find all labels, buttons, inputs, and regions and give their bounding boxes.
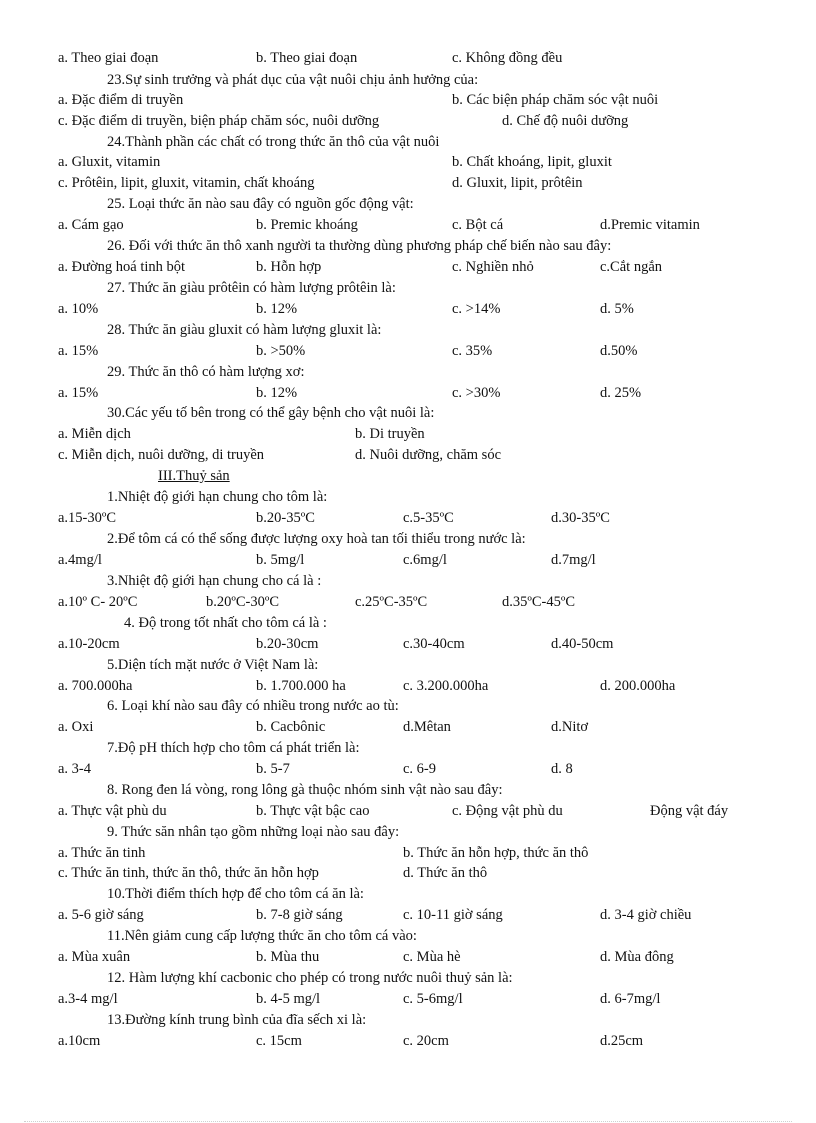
answer-option: d.25cm xyxy=(600,1033,644,1049)
answer-option: c. Động vật phù du xyxy=(452,803,563,819)
answer-option: d. Gluxit, lipit, prôtêin xyxy=(452,175,583,191)
answer-option: a. 15% xyxy=(58,343,99,359)
answer-option: a. Đặc điểm di truyền xyxy=(58,92,184,108)
answer-options-row xyxy=(0,173,816,194)
answer-option: b. 12% xyxy=(256,301,298,317)
answer-options-row xyxy=(0,383,816,404)
question-text: 7.Độ pH thích hợp cho tôm cá phát triển là: xyxy=(107,740,360,756)
answer-option: a.15-30ºC xyxy=(58,510,117,526)
question-row xyxy=(0,822,816,843)
answer-option: a.10º C- 20ºC xyxy=(58,594,138,610)
question-row xyxy=(0,571,816,592)
answer-option: d. Chế độ nuôi dưỡng xyxy=(502,113,629,129)
answer-option: c. Bột cá xyxy=(452,217,504,233)
answer-option: a.10cm xyxy=(58,1033,101,1049)
answer-option: c. 15cm xyxy=(256,1033,302,1049)
answer-option: d.50% xyxy=(600,343,638,359)
page-bottom-border xyxy=(24,1121,792,1122)
answer-option: c. 20cm xyxy=(403,1033,449,1049)
question-text: 26. Đối với thức ăn thô xanh người ta thường dùng phương pháp chế biến nào sau đây: xyxy=(107,238,612,254)
question-text: 28. Thức ăn giàu gluxit có hàm lượng gluxit là: xyxy=(107,322,382,338)
answer-options-row xyxy=(0,508,816,529)
answer-option: b.20-35ºC xyxy=(256,510,315,526)
answer-option: c.5-35ºC xyxy=(403,510,454,526)
question-row xyxy=(0,278,816,299)
answer-options-row xyxy=(0,215,816,236)
answer-options-row xyxy=(0,989,816,1010)
answer-option: Động vật đáy xyxy=(650,803,729,819)
question-row xyxy=(0,320,816,341)
answer-option: b. Cacbônic xyxy=(256,719,326,735)
answer-option: c. Thức ăn tinh, thức ăn thô, thức ăn hỗn hợp xyxy=(58,865,319,881)
question-text: 9. Thức săn nhân tạo gồm những loại nào sau đây: xyxy=(107,824,400,840)
answer-option: d.Nitơ xyxy=(551,719,589,735)
answer-option: b. 4-5 mg/l xyxy=(256,991,321,1007)
answer-option: c.30-40cm xyxy=(403,636,465,652)
answer-option: a. 3-4 xyxy=(58,761,92,777)
answer-option: c. Miễn dịch, nuôi dưỡng, di truyền xyxy=(58,447,265,463)
answer-option: c. 6-9 xyxy=(403,761,437,777)
question-text: 8. Rong đen lá vòng, rong lông gà thuộc nhóm sinh vật nào sau đây: xyxy=(107,782,503,798)
answer-option: c. 10-11 giờ sáng xyxy=(403,907,503,923)
answer-option: a. 5-6 giờ sáng xyxy=(58,907,144,923)
section-heading: III.Thuỷ sản xyxy=(158,468,230,484)
answer-option: a. Oxi xyxy=(58,719,94,735)
answer-option: d. Nuôi dưỡng, chăm sóc xyxy=(355,447,502,463)
answer-option: a.4mg/l xyxy=(58,552,102,568)
question-text: 24.Thành phần các chất có trong thức ăn thô của vật nuôi xyxy=(107,134,440,150)
answer-option: a.3-4 mg/l xyxy=(58,991,118,1007)
answer-option: d.Mêtan xyxy=(403,719,451,735)
question-text: 1.Nhiệt độ giới hạn chung cho tôm là: xyxy=(107,489,328,505)
answer-options-row xyxy=(0,717,816,738)
answer-option: d.Premic vitamin xyxy=(600,217,700,233)
question-row xyxy=(0,236,816,257)
question-row xyxy=(0,132,816,153)
question-text: 13.Đường kính trung bình của đĩa sếch xi là: xyxy=(107,1012,367,1028)
question-text: 30.Các yếu tố bên trong có thể gây bệnh cho vật nuôi là: xyxy=(107,405,435,421)
answer-option: d.30-35ºC xyxy=(551,510,610,526)
answer-option: d. 5% xyxy=(600,301,634,317)
question-text: 12. Hàm lượng khí cacbonic cho phép có trong nước nuôi thuỷ sản là: xyxy=(107,970,513,986)
answer-option: d. 3-4 giờ chiều xyxy=(600,907,692,923)
answer-option: c. >14% xyxy=(452,301,501,317)
question-text: 4. Độ trong tốt nhất cho tôm cá là : xyxy=(124,615,327,631)
answer-option: b. Premic khoáng xyxy=(256,217,358,233)
answer-option: d.35ºC-45ºC xyxy=(502,594,576,610)
answer-option: a. Thực vật phù du xyxy=(58,803,167,819)
question-row xyxy=(0,70,816,91)
question-text: 23.Sự sinh trưởng và phát dục của vật nuôi chịu ảnh hưởng của: xyxy=(107,72,479,88)
question-row xyxy=(0,738,816,759)
answer-option: a. 15% xyxy=(58,385,99,401)
answer-option: a. Cám gạo xyxy=(58,217,124,233)
answer-option: b. 5mg/l xyxy=(256,552,305,568)
answer-option: c. Không đồng đều xyxy=(452,50,563,66)
question-row xyxy=(0,655,816,676)
answer-option: c. Nghiền nhỏ xyxy=(452,259,534,275)
answer-option: a. Mùa xuân xyxy=(58,949,131,965)
answer-option: a. Thức ăn tinh xyxy=(58,845,146,861)
answer-option: a. Gluxit, vitamin xyxy=(58,154,161,170)
answer-option: b.20-30cm xyxy=(256,636,319,652)
answer-option: c.25ºC-35ºC xyxy=(355,594,428,610)
answer-option: c. >30% xyxy=(452,385,501,401)
answer-options-row xyxy=(0,592,816,613)
answer-option: c. 3.200.000ha xyxy=(403,678,489,694)
answer-options-row xyxy=(0,1031,816,1052)
answer-options-row xyxy=(0,445,816,466)
answer-options-row xyxy=(0,341,816,362)
question-row xyxy=(0,780,816,801)
answer-option: a. Theo giai đoạn xyxy=(58,50,159,66)
question-row xyxy=(0,403,816,424)
answer-options-row xyxy=(0,90,816,111)
answer-option: d. 8 xyxy=(551,761,573,777)
answer-option: b. 7-8 giờ sáng xyxy=(256,907,343,923)
question-row xyxy=(0,613,816,634)
answer-option: b. 5-7 xyxy=(256,761,290,777)
answer-option: b. Các biện pháp chăm sóc vật nuôi xyxy=(452,92,659,108)
answer-option: c.Cắt ngắn xyxy=(600,259,663,275)
answer-option: c. Prôtêin, lipit, gluxit, vitamin, chất khoáng xyxy=(58,175,315,191)
answer-option: d.40-50cm xyxy=(551,636,614,652)
question-text: 29. Thức ăn thô có hàm lượng xơ: xyxy=(107,364,305,380)
question-row xyxy=(0,926,816,947)
answer-options-row xyxy=(0,424,816,445)
answer-option: a.10-20cm xyxy=(58,636,120,652)
question-text: 25. Loại thức ăn nào sau đây có nguồn gốc động vật: xyxy=(107,196,414,212)
answer-options-row xyxy=(0,550,816,571)
answer-option: b. Mùa thu xyxy=(256,949,320,965)
answer-option: b. Hỗn hợp xyxy=(256,259,322,275)
answer-options-row xyxy=(0,759,816,780)
question-text: 11.Nên giảm cung cấp lượng thức ăn cho tôm cá vào: xyxy=(107,928,417,944)
question-text: 6. Loại khí nào sau đây có nhiều trong nước ao tù: xyxy=(107,698,399,714)
question-row xyxy=(0,968,816,989)
question-row xyxy=(0,696,816,717)
answer-options-row xyxy=(0,111,816,132)
answer-option: c. Mùa hè xyxy=(403,949,461,965)
question-row xyxy=(0,194,816,215)
answer-option: b. 12% xyxy=(256,385,298,401)
question-text: 27. Thức ăn giàu prôtêin có hàm lượng prôtêin là: xyxy=(107,280,396,296)
question-text: 10.Thời điểm thích hợp để cho tôm cá ăn là: xyxy=(107,886,364,902)
answer-options-row xyxy=(0,48,816,69)
answer-option: a. Miễn dịch xyxy=(58,426,131,442)
answer-option: c.6mg/l xyxy=(403,552,447,568)
answer-option: d. 6-7mg/l xyxy=(600,991,661,1007)
answer-option: b.20ºC-30ºC xyxy=(206,594,280,610)
answer-option: b. Thực vật bậc cao xyxy=(256,803,370,819)
question-row xyxy=(0,529,816,550)
question-text: 5.Diện tích mặt nước ở Việt Nam là: xyxy=(107,657,319,673)
answer-option: b. >50% xyxy=(256,343,306,359)
answer-options-row xyxy=(0,152,816,173)
section-row xyxy=(0,466,816,487)
answer-options-row xyxy=(0,843,816,864)
question-row xyxy=(0,362,816,383)
answer-option: d. 25% xyxy=(600,385,642,401)
answer-option: c. Đặc điểm di truyền, biện pháp chăm sóc, nuôi dưỡng xyxy=(58,113,380,129)
answer-options-row xyxy=(0,863,816,884)
answer-option: a. Đường hoá tinh bột xyxy=(58,259,186,275)
answer-options-row xyxy=(0,299,816,320)
answer-option: d. Thức ăn thô xyxy=(403,865,488,881)
answer-options-row xyxy=(0,947,816,968)
answer-options-row xyxy=(0,676,816,697)
answer-option: a. 10% xyxy=(58,301,99,317)
answer-option: d.7mg/l xyxy=(551,552,596,568)
answer-option: c. 35% xyxy=(452,343,493,359)
answer-option: b. Chất khoáng, lipit, gluxit xyxy=(452,154,612,170)
question-text: 2.Để tôm cá có thể sống được lượng oxy hoà tan tối thiểu trong nước là: xyxy=(107,531,526,547)
answer-option: b. Theo giai đoạn xyxy=(256,50,358,66)
answer-options-row xyxy=(0,634,816,655)
answer-option: d. Mùa đông xyxy=(600,949,674,965)
question-row xyxy=(0,884,816,905)
answer-options-row xyxy=(0,257,816,278)
question-row xyxy=(0,1010,816,1031)
answer-option: b. Thức ăn hỗn hợp, thức ăn thô xyxy=(403,845,589,861)
question-row xyxy=(0,487,816,508)
answer-option: d. 200.000ha xyxy=(600,678,676,694)
answer-option: b. 1.700.000 ha xyxy=(256,678,346,694)
answer-options-row xyxy=(0,801,816,822)
answer-option: b. Di truyền xyxy=(355,426,425,442)
question-text: 3.Nhiệt độ giới hạn chung cho cá là : xyxy=(107,573,322,589)
answer-option: c. 5-6mg/l xyxy=(403,991,463,1007)
answer-options-row xyxy=(0,905,816,926)
answer-option: a. 700.000ha xyxy=(58,678,133,694)
